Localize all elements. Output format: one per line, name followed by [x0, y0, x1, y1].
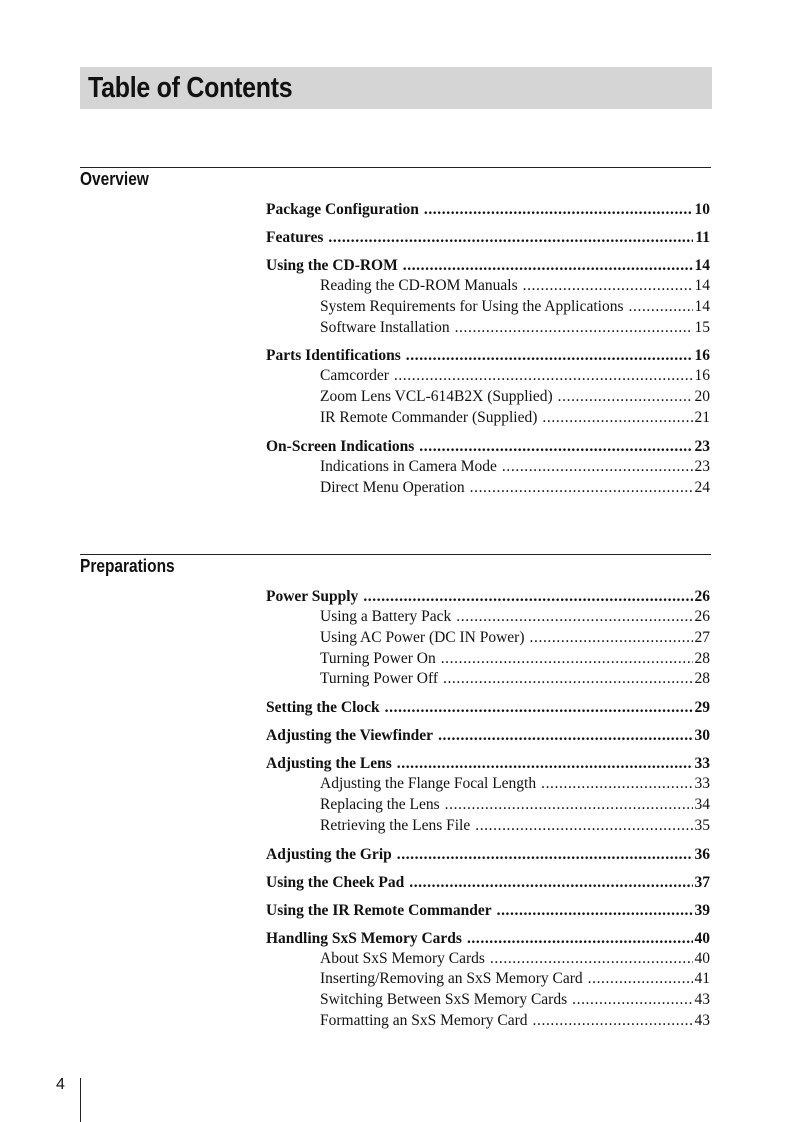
dot-leader: [470, 478, 693, 499]
toc-entry-page: 23: [694, 457, 710, 475]
toc-entry-page: 29: [694, 699, 710, 717]
toc-entry-title: Handling SxS Memory Cards: [266, 929, 462, 947]
dot-leader: [419, 436, 692, 457]
toc-list-preparations: [266, 586, 710, 1032]
dot-leader: [490, 949, 693, 970]
dot-leader: [397, 753, 693, 774]
toc-entry-title: Turning Power On: [320, 649, 436, 667]
toc-entry-page: 33: [694, 775, 710, 793]
toc-entry-page: 34: [694, 795, 710, 813]
dot-leader: [530, 628, 693, 649]
dot-leader: [441, 649, 693, 670]
dot-leader: [588, 969, 693, 990]
dot-leader: [443, 669, 693, 690]
toc-entry[interactable]: [266, 928, 710, 949]
dot-leader: [523, 276, 693, 297]
dot-leader: [467, 928, 693, 949]
dot-leader: [438, 725, 692, 746]
section-divider-overview: [80, 167, 711, 168]
toc-entry-page: 40: [694, 949, 710, 967]
toc-subentry[interactable]: [320, 276, 710, 297]
section-divider-preparations: [80, 554, 711, 555]
toc-entry-page: 15: [694, 318, 710, 336]
toc-entry-page: 24: [694, 478, 710, 496]
toc-entry-title: Software Installation: [320, 318, 450, 336]
page-title: Table of Contents: [88, 72, 293, 104]
toc-entry-title: Formatting an SxS Memory Card: [320, 1011, 528, 1029]
toc-entry-page: 16: [694, 367, 710, 385]
toc-list-overview: [266, 199, 710, 498]
toc-subentry[interactable]: [320, 816, 710, 837]
dot-leader: [397, 844, 693, 865]
dot-leader: [497, 900, 693, 921]
toc-subentry[interactable]: [320, 969, 710, 990]
dot-leader: [394, 366, 693, 387]
toc-entry-page: 20: [694, 388, 710, 406]
dot-leader: [558, 387, 693, 408]
toc-entry-page: 28: [694, 670, 710, 688]
dot-leader: [456, 607, 692, 628]
toc-subentry[interactable]: [320, 949, 710, 970]
toc-entry-title: Power Supply: [266, 588, 359, 605]
toc-entry-page: 35: [694, 816, 710, 834]
toc-entry-page: 28: [694, 649, 710, 667]
toc-entry-page: 43: [694, 1011, 710, 1029]
toc-entry-title: Using the CD-ROM: [266, 257, 398, 274]
dot-leader: [542, 408, 692, 429]
toc-subentry[interactable]: [320, 795, 710, 816]
toc-entry-page: 41: [694, 970, 710, 988]
toc-entry-title: System Requirements for Using the Applications: [320, 297, 624, 315]
toc-subentry[interactable]: [320, 478, 710, 499]
dot-leader: [541, 774, 692, 795]
toc-entry-title: Reading the CD-ROM Manuals: [320, 277, 518, 294]
toc-entry-page: 43: [694, 991, 710, 1009]
toc-entry[interactable]: [266, 345, 710, 366]
toc-entry-page: 14: [694, 297, 710, 315]
toc-entry-page: 33: [694, 755, 710, 773]
toc-entry-title: Switching Between SxS Memory Cards: [320, 991, 568, 1009]
toc-entry-title: Package Configuration: [266, 201, 419, 218]
toc-entry-title: On-Screen Indications: [266, 437, 415, 455]
dot-leader: [455, 318, 693, 339]
toc-subentry[interactable]: [320, 774, 710, 795]
toc-entry[interactable]: [266, 900, 710, 921]
toc-entry[interactable]: [266, 436, 710, 457]
toc-entry-title: Parts Identifications: [266, 347, 401, 365]
toc-entry-page: 23: [694, 437, 710, 455]
toc-entry-title: Retrieving the Lens File: [320, 816, 471, 834]
toc-entry-title: Adjusting the Grip: [266, 845, 392, 863]
toc-subentry[interactable]: [320, 607, 710, 628]
toc-entry-title: Camcorder: [320, 367, 389, 385]
toc-entry[interactable]: [266, 199, 710, 220]
toc-entry-page: 21: [694, 408, 710, 426]
toc-entry[interactable]: [266, 844, 710, 865]
toc-entry-page: 26: [694, 608, 710, 625]
dot-leader: [445, 795, 693, 816]
section-heading-preparations: Preparations: [80, 556, 175, 576]
toc-entry[interactable]: [266, 697, 710, 718]
toc-entry-page: 36: [694, 845, 710, 863]
dot-leader: [424, 199, 693, 220]
toc-entry-title: Adjusting the Flange Focal Length: [320, 775, 537, 793]
dot-leader: [502, 457, 693, 478]
toc-subentry[interactable]: [320, 669, 710, 690]
toc-entry-title: Indications in Camera Mode: [320, 457, 497, 475]
section-heading-overview: Overview: [80, 169, 149, 189]
dot-leader: [403, 255, 693, 276]
dot-leader: [533, 1011, 693, 1032]
toc-entry[interactable]: [266, 586, 710, 607]
toc-subentry[interactable]: [320, 297, 710, 318]
toc-entry-title: About SxS Memory Cards: [320, 949, 485, 967]
toc-entry-title: Using a Battery Pack: [320, 608, 452, 625]
toc-entry-page: 40: [694, 929, 710, 947]
toc-entry-title: Adjusting the Viewfinder: [266, 727, 434, 745]
toc-subentry[interactable]: [320, 1011, 710, 1032]
dot-leader: [629, 297, 693, 318]
toc-subentry[interactable]: [320, 649, 710, 670]
toc-entry-title: Features: [266, 229, 324, 246]
toc-entry-page: 30: [694, 727, 710, 745]
toc-subentry[interactable]: [320, 366, 710, 387]
toc-entry-title: Setting the Clock: [266, 699, 380, 717]
toc-entry-title: Using the IR Remote Commander: [266, 901, 492, 919]
dot-leader: [409, 872, 692, 893]
toc-entry[interactable]: [266, 227, 710, 248]
toc-entry-page: 39: [694, 901, 710, 919]
toc-entry-page: 10: [694, 201, 710, 218]
toc-entry-page: 14: [694, 257, 710, 274]
dot-leader: [475, 816, 692, 837]
toc-entry-page: 37: [694, 873, 710, 891]
toc-entry[interactable]: [266, 255, 710, 276]
page-number: 4: [56, 1076, 65, 1093]
toc-subentry[interactable]: [320, 990, 710, 1011]
toc-entry-title: Zoom Lens VCL-614B2X (Supplied): [320, 388, 553, 406]
toc-subentry[interactable]: [320, 628, 710, 649]
dot-leader: [572, 990, 692, 1011]
dot-leader: [406, 345, 693, 366]
toc-entry-title: Replacing the Lens: [320, 795, 440, 813]
dot-leader: [328, 227, 693, 248]
toc-subentry[interactable]: [320, 457, 710, 478]
toc-entry-page: 27: [694, 628, 710, 646]
toc-entry-title: Using the Cheek Pad: [266, 873, 405, 891]
toc-subentry[interactable]: [320, 408, 710, 429]
dot-leader: [363, 586, 692, 607]
toc-entry[interactable]: [266, 725, 710, 746]
page-number-rule: [80, 1078, 81, 1122]
toc-entry-page: 26: [694, 588, 710, 605]
toc-entry-title: Using AC Power (DC IN Power): [320, 628, 525, 646]
toc-entry-title: Adjusting the Lens: [266, 755, 392, 773]
toc-subentry[interactable]: [320, 387, 710, 408]
toc-subentry[interactable]: [320, 318, 710, 339]
toc-entry[interactable]: [266, 872, 710, 893]
toc-entry[interactable]: [266, 753, 710, 774]
toc-entry-title: IR Remote Commander (Supplied): [320, 408, 538, 426]
title-bar: [80, 67, 712, 109]
toc-entry-title: Direct Menu Operation: [320, 478, 465, 496]
toc-entry-title: Turning Power Off: [320, 670, 438, 688]
dot-leader: [385, 697, 693, 718]
toc-entry-title: Inserting/Removing an SxS Memory Card: [320, 970, 583, 988]
toc-entry-page: 16: [694, 347, 710, 365]
toc-entry-page: 11: [695, 229, 710, 246]
toc-entry-page: 14: [694, 277, 710, 294]
